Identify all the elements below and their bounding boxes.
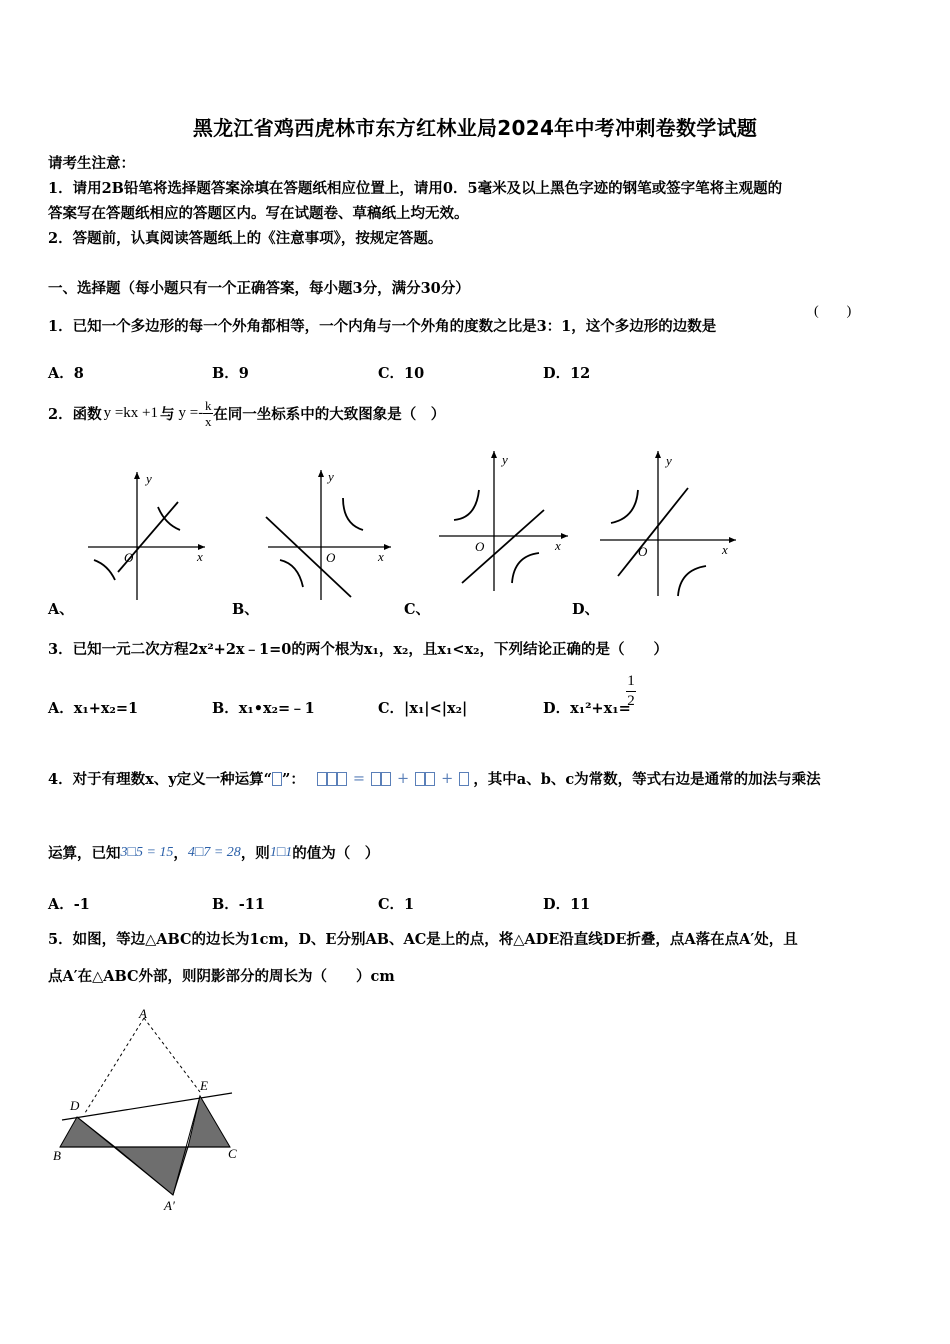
q5-label-e: E — [200, 1078, 208, 1093]
notice-line-1b: 答案写在答题纸相应的答题区内。写在试题卷、草稿纸上均无效。 — [48, 205, 469, 222]
q2-fraction — [203, 398, 213, 429]
q5-line-1: 5．如图，等边△ABC的边长为1cm，D、E分别AB、AC是上的点，将△ADE沿直线DE折叠，点A落在点A′处，且 — [48, 931, 798, 948]
q2-suffix: 在同一坐标系中的大致图象是（ ） — [213, 406, 446, 423]
q2-graph-a — [70, 462, 210, 602]
q2-graph-b — [258, 462, 398, 602]
q2-mid: 与 — [160, 406, 175, 423]
q4-line-2 — [48, 842, 379, 863]
q2-prefix: 2．函数 — [48, 406, 102, 423]
q3-option-b: B．x₁•x₂=﹣1 — [212, 700, 315, 717]
q2-d-origin: O — [638, 544, 648, 559]
q1-option-b: B．9 — [212, 365, 249, 382]
notice-line-2: 2．答题前，认真阅读答题纸上的《注意事项》，按规定答题。 — [48, 230, 443, 247]
q2-formula-2: y =- — [178, 405, 204, 421]
q2-graph-d — [596, 448, 741, 598]
q4-option-b: B．-11 — [212, 896, 265, 913]
q3-fraction-den: 2 — [627, 693, 635, 709]
q2-option-a: A、 — [48, 601, 74, 618]
q4-line2-c: 的值为（ ） — [292, 845, 380, 862]
q4-operator-icon — [272, 772, 282, 786]
q1-option-d: D．12 — [543, 365, 591, 382]
section-heading: 一、选择题（每小题只有一个正确答案，每小题3分，满分30分） — [48, 280, 470, 297]
q5-line-2: 点A′在△ABC外部，则阴影部分的周长为（ ）cm — [48, 968, 395, 985]
q4-stem-a: 4．对于有理数x、y定义一种运算“ — [48, 771, 272, 788]
q5-label-b: B — [53, 1148, 61, 1163]
q1-stem: 1．已知一个多边形的每一个外角都相等，一个内角与一个外角的度数之比是3：1，这个多边形的边数是 — [48, 318, 717, 335]
q5-label-a: A — [139, 1006, 147, 1021]
q3-fraction-num: 1 — [627, 673, 635, 689]
q2-option-c: C、 — [404, 601, 431, 618]
q4-line2-b: ，则 — [240, 845, 270, 862]
q1-option-a: A．8 — [48, 365, 84, 382]
q4-stem-c: ，其中a、b、c为常数，等式右边是通常的加法与乘法 — [473, 771, 821, 788]
q2-c-x-label: x — [555, 538, 561, 553]
notice-line-1: 1．请用2B铅笔将选择题答案涂填在答题纸相应位置上，请用0．5毫米及以上黑色字迹的钢笔或签字笔将主观题的 — [48, 180, 783, 197]
q1-paren: ( ) — [814, 304, 852, 319]
q2-graph-c — [434, 448, 574, 593]
q5-figure — [40, 1000, 255, 1215]
q4-stem-b: ”： — [282, 771, 305, 788]
q2-d-x-label: x — [722, 542, 728, 557]
q2-b-origin: O — [326, 550, 336, 565]
q3-stem: 3．已知一元二次方程2x²+2x﹣1=0的两个根为x₁，x₂，且x₁<x₂，下列结论正确的是（ ） — [48, 641, 669, 658]
q2-d-y-label: y — [666, 453, 672, 468]
q3-option-d-fraction — [626, 672, 636, 711]
q5-label-a-prime: A′ — [164, 1198, 175, 1213]
q2-option-b: B、 — [232, 601, 259, 618]
q3-option-c: C．|x₁|<|x₂| — [378, 700, 468, 717]
q2-a-origin: O — [124, 550, 134, 565]
q4-example-1: 3□5 = 15 — [120, 844, 174, 860]
q2-a-y-label: y — [146, 471, 152, 486]
page-title: 黑龙江省鸡西虎林市东方红林业局2024年中考冲刺卷数学试题 — [192, 116, 758, 140]
q2-option-d: D、 — [572, 601, 600, 618]
q4-example-2: 4□7 = 28 — [187, 844, 241, 860]
q2-b-y-label: y — [328, 469, 334, 484]
notice-heading: 请考生注意： — [48, 155, 135, 172]
q4-sep: ， — [173, 845, 188, 862]
q4-option-c: C．1 — [378, 896, 415, 913]
q4-example-3: 1□1 — [269, 844, 293, 860]
q2-stem — [48, 398, 445, 429]
q3-option-d: D．x₁²+x₁= — [543, 700, 631, 717]
q4-line2-a: 运算，已知 — [48, 845, 121, 862]
q2-c-origin: O — [475, 539, 485, 554]
q4-stem — [48, 768, 821, 789]
q5-label-c: C — [228, 1146, 237, 1161]
q4-option-a: A．-1 — [48, 896, 90, 913]
q4-definition-formula: = + + — [317, 771, 469, 787]
q2-formula-1: y =kx +1 — [103, 405, 159, 421]
q1-option-c: C．10 — [378, 365, 425, 382]
q2-c-y-label: y — [502, 452, 508, 467]
q2-fraction-num: k — [204, 398, 212, 413]
q2-fraction-den: x — [204, 414, 212, 429]
q3-option-a: A．x₁+x₂=1 — [48, 700, 139, 717]
q2-a-x-label: x — [197, 549, 203, 564]
q2-b-x-label: x — [378, 549, 384, 564]
q5-label-d: D — [70, 1098, 80, 1113]
q4-option-d: D．11 — [543, 896, 591, 913]
